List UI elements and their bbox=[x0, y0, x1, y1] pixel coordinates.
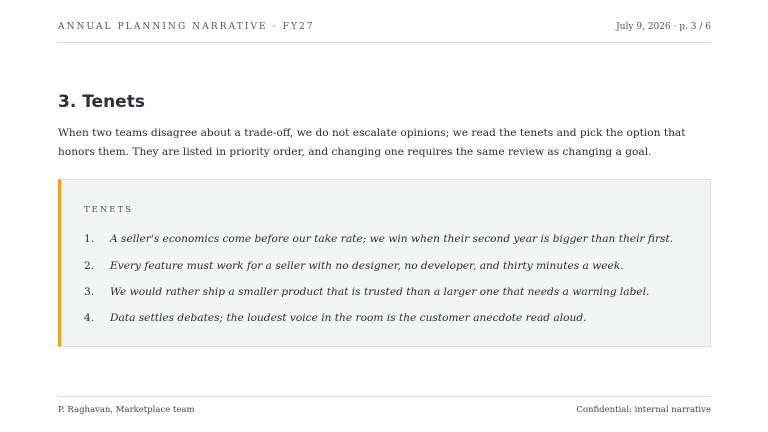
tenet-text: Data settles debates; the loudest voice in the room is the customer anecdote read aloud. bbox=[110, 312, 587, 324]
date-page-indicator: July 9, 2026 · p. 3 / 6 bbox=[616, 22, 711, 32]
intro-paragraph: When two teams disagree about a trade-off, we do not escalate opinions; we read the tenets and pick the option that honors them. They are listed in priority order, and changing one requires the same review as changing a goal. bbox=[58, 127, 686, 158]
page-header bbox=[58, 0, 711, 43]
section-heading: 3. Tenets bbox=[58, 92, 145, 112]
tenets-callout bbox=[58, 179, 711, 347]
tenet-number: 4. bbox=[84, 312, 95, 324]
callout-label: TENETS bbox=[84, 205, 134, 215]
confidentiality-label: Confidential: internal narrative bbox=[576, 405, 711, 415]
tenet-number: 3. bbox=[84, 286, 95, 298]
document-title: ANNUAL PLANNING NARRATIVE · FY27 bbox=[58, 22, 315, 32]
page-footer bbox=[58, 396, 711, 432]
tenet-text: Every feature must work for a seller with no designer, no developer, and thirty minutes a week. bbox=[110, 260, 624, 272]
tenet-text: A seller's economics come before our take rate; we win when their second year is bigger than their first. bbox=[110, 233, 674, 245]
author-credit: P. Raghavan, Marketplace team bbox=[58, 405, 195, 415]
tenet-number: 2. bbox=[84, 260, 95, 272]
tenet-number: 1. bbox=[84, 233, 95, 245]
tenet-text: We would rather ship a smaller product that is trusted than a larger one that needs a warning label. bbox=[110, 286, 650, 298]
